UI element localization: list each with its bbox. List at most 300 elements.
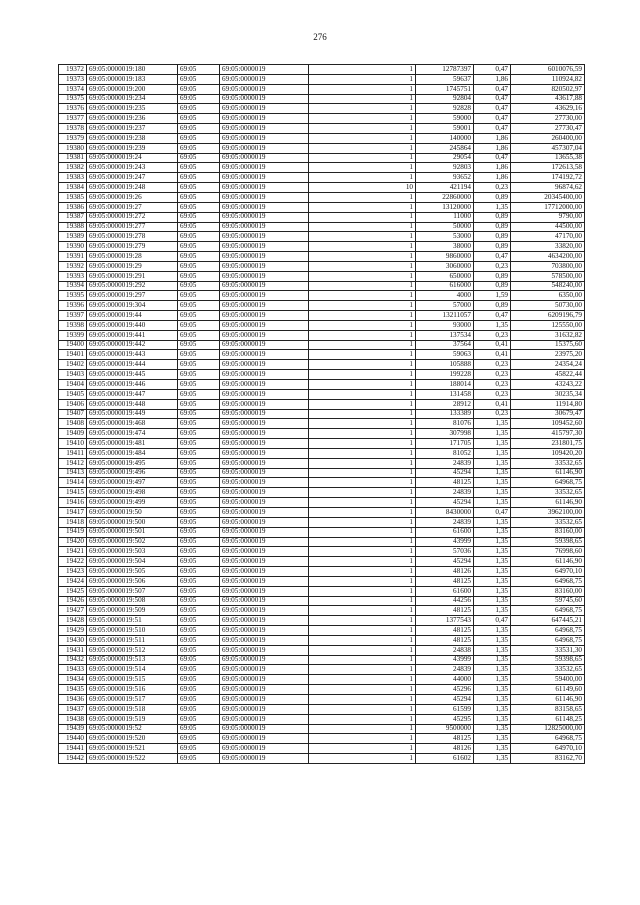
table-row: [59, 84, 585, 94]
table-row: [59, 311, 585, 321]
row-number-cell: 19388: [59, 222, 87, 232]
group-code-cell: 1: [309, 301, 416, 311]
cadastral-value-cell: 47170,00: [511, 232, 585, 242]
row-number-cell: 19418: [59, 517, 87, 527]
specific-value-cell: 0,47: [474, 124, 511, 134]
cadastral-value-cell: 172613,58: [511, 163, 585, 173]
cadastral-number-cell: 69:05:0000019:513: [87, 655, 178, 665]
group-code-cell: 1: [309, 645, 416, 655]
district-code-cell: 69:05: [178, 714, 220, 724]
quarter-number-cell: 69:05:0000019: [220, 507, 309, 517]
cadastral-value-cell: 12825000,00: [511, 724, 585, 734]
specific-value-cell: 1,35: [474, 527, 511, 537]
quarter-number-cell: 69:05:0000019: [220, 360, 309, 370]
area-cell: 48125: [416, 626, 474, 636]
quarter-number-cell: 69:05:0000019: [220, 291, 309, 301]
group-code-cell: 1: [309, 261, 416, 271]
cadastral-number-cell: 69:05:0000019:200: [87, 84, 178, 94]
cadastral-value-cell: 17712000,00: [511, 202, 585, 212]
row-number-cell: 19375: [59, 94, 87, 104]
cadastral-number-cell: 69:05:0000019:446: [87, 380, 178, 390]
quarter-number-cell: 69:05:0000019: [220, 635, 309, 645]
row-number-cell: 19431: [59, 645, 87, 655]
row-number-cell: 19373: [59, 74, 87, 84]
group-code-cell: 1: [309, 419, 416, 429]
quarter-number-cell: 69:05:0000019: [220, 567, 309, 577]
specific-value-cell: 1,35: [474, 419, 511, 429]
table-row: [59, 478, 585, 488]
group-code-cell: 1: [309, 173, 416, 183]
group-code-cell: 1: [309, 65, 416, 75]
table-row: [59, 527, 585, 537]
area-cell: 93652: [416, 173, 474, 183]
group-code-cell: 1: [309, 360, 416, 370]
district-code-cell: 69:05: [178, 675, 220, 685]
specific-value-cell: 0,23: [474, 183, 511, 193]
area-cell: 24839: [416, 665, 474, 675]
cadastral-number-cell: 69:05:0000019:508: [87, 596, 178, 606]
group-code-cell: 1: [309, 665, 416, 675]
area-cell: 48125: [416, 635, 474, 645]
area-cell: 48125: [416, 478, 474, 488]
quarter-number-cell: 69:05:0000019: [220, 192, 309, 202]
cadastral-number-cell: 69:05:0000019:292: [87, 281, 178, 291]
quarter-number-cell: 69:05:0000019: [220, 94, 309, 104]
district-code-cell: 69:05: [178, 507, 220, 517]
quarter-number-cell: 69:05:0000019: [220, 252, 309, 262]
area-cell: 45294: [416, 557, 474, 567]
cadastral-value-cell: 260400,00: [511, 133, 585, 143]
row-number-cell: 19416: [59, 498, 87, 508]
specific-value-cell: 1,35: [474, 202, 511, 212]
table-row: [59, 320, 585, 330]
group-code-cell: 1: [309, 212, 416, 222]
group-code-cell: 1: [309, 252, 416, 262]
row-number-cell: 19428: [59, 616, 87, 626]
quarter-number-cell: 69:05:0000019: [220, 704, 309, 714]
row-number-cell: 19427: [59, 606, 87, 616]
specific-value-cell: 0,47: [474, 114, 511, 124]
cadastral-value-cell: 174192,72: [511, 173, 585, 183]
district-code-cell: 69:05: [178, 74, 220, 84]
cadastral-number-cell: 69:05:0000019:441: [87, 330, 178, 340]
area-cell: 61600: [416, 527, 474, 537]
quarter-number-cell: 69:05:0000019: [220, 320, 309, 330]
table-row: [59, 124, 585, 134]
quarter-number-cell: 69:05:0000019: [220, 734, 309, 744]
row-number-cell: 19426: [59, 596, 87, 606]
area-cell: 307998: [416, 429, 474, 439]
specific-value-cell: 1,35: [474, 714, 511, 724]
area-cell: 61600: [416, 586, 474, 596]
specific-value-cell: 0,47: [474, 104, 511, 114]
group-code-cell: 1: [309, 507, 416, 517]
table-row: [59, 389, 585, 399]
specific-value-cell: 1,35: [474, 439, 511, 449]
cadastral-number-cell: 69:05:0000019:237: [87, 124, 178, 134]
quarter-number-cell: 69:05:0000019: [220, 419, 309, 429]
cadastral-number-cell: 69:05:0000019:442: [87, 340, 178, 350]
cadastral-value-cell: 11914,80: [511, 399, 585, 409]
row-number-cell: 19432: [59, 655, 87, 665]
specific-value-cell: 0,41: [474, 340, 511, 350]
district-code-cell: 69:05: [178, 567, 220, 577]
group-code-cell: 1: [309, 714, 416, 724]
district-code-cell: 69:05: [178, 389, 220, 399]
row-number-cell: 19374: [59, 84, 87, 94]
district-code-cell: 69:05: [178, 330, 220, 340]
specific-value-cell: 1,86: [474, 163, 511, 173]
area-cell: 1745751: [416, 84, 474, 94]
cadastral-number-cell: 69:05:0000019:234: [87, 94, 178, 104]
cadastral-number-cell: 69:05:0000019:500: [87, 517, 178, 527]
cadastral-value-cell: 457307,04: [511, 143, 585, 153]
group-code-cell: 1: [309, 399, 416, 409]
cadastral-value-cell: 30235,34: [511, 389, 585, 399]
table-row: [59, 596, 585, 606]
table-row: [59, 714, 585, 724]
specific-value-cell: 0,47: [474, 65, 511, 75]
row-number-cell: 19405: [59, 389, 87, 399]
cadastral-value-cell: 820502,97: [511, 84, 585, 94]
district-code-cell: 69:05: [178, 291, 220, 301]
cadastral-value-cell: 61146,90: [511, 498, 585, 508]
cadastral-number-cell: 69:05:0000019:518: [87, 704, 178, 714]
area-cell: 59063: [416, 350, 474, 360]
cadastral-number-cell: 69:05:0000019:468: [87, 419, 178, 429]
cadastral-number-cell: 69:05:0000019:521: [87, 744, 178, 754]
table-row: [59, 183, 585, 193]
row-number-cell: 19387: [59, 212, 87, 222]
table-row: [59, 468, 585, 478]
row-number-cell: 19435: [59, 685, 87, 695]
specific-value-cell: 1,86: [474, 143, 511, 153]
row-number-cell: 19442: [59, 754, 87, 764]
cadastral-value-cell: 3962100,00: [511, 507, 585, 517]
area-cell: 44256: [416, 596, 474, 606]
area-cell: 11000: [416, 212, 474, 222]
row-number-cell: 19429: [59, 626, 87, 636]
group-code-cell: 1: [309, 153, 416, 163]
group-code-cell: 1: [309, 695, 416, 705]
cadastral-number-cell: 69:05:0000019:522: [87, 754, 178, 764]
cadastral-value-cell: 6010076,59: [511, 65, 585, 75]
cadastral-number-cell: 69:05:0000019:243: [87, 163, 178, 173]
cadastral-value-cell: 83158,65: [511, 704, 585, 714]
area-cell: 421194: [416, 183, 474, 193]
area-cell: 57000: [416, 301, 474, 311]
quarter-number-cell: 69:05:0000019: [220, 754, 309, 764]
row-number-cell: 19412: [59, 458, 87, 468]
cadastral-number-cell: 69:05:0000019:514: [87, 665, 178, 675]
table-row: [59, 567, 585, 577]
area-cell: 48125: [416, 576, 474, 586]
quarter-number-cell: 69:05:0000019: [220, 212, 309, 222]
group-code-cell: 1: [309, 567, 416, 577]
table-row: [59, 370, 585, 380]
table-row: [59, 586, 585, 596]
table-row: [59, 252, 585, 262]
cadastral-value-cell: 64970,10: [511, 567, 585, 577]
area-cell: 616000: [416, 281, 474, 291]
specific-value-cell: 1,35: [474, 458, 511, 468]
area-cell: 43999: [416, 537, 474, 547]
specific-value-cell: 0,23: [474, 380, 511, 390]
quarter-number-cell: 69:05:0000019: [220, 626, 309, 636]
quarter-number-cell: 69:05:0000019: [220, 74, 309, 84]
district-code-cell: 69:05: [178, 596, 220, 606]
district-code-cell: 69:05: [178, 527, 220, 537]
specific-value-cell: 1,86: [474, 74, 511, 84]
row-number-cell: 19434: [59, 675, 87, 685]
table-row: [59, 153, 585, 163]
row-number-cell: 19441: [59, 744, 87, 754]
row-number-cell: 19401: [59, 350, 87, 360]
group-code-cell: 1: [309, 271, 416, 281]
row-number-cell: 19422: [59, 557, 87, 567]
area-cell: 81076: [416, 419, 474, 429]
quarter-number-cell: 69:05:0000019: [220, 675, 309, 685]
quarter-number-cell: 69:05:0000019: [220, 409, 309, 419]
area-cell: 13211057: [416, 311, 474, 321]
quarter-number-cell: 69:05:0000019: [220, 202, 309, 212]
specific-value-cell: 1,35: [474, 320, 511, 330]
cadastral-number-cell: 69:05:0000019:509: [87, 606, 178, 616]
row-number-cell: 19399: [59, 330, 87, 340]
cadastral-value-cell: 31632,82: [511, 330, 585, 340]
group-code-cell: 1: [309, 370, 416, 380]
district-code-cell: 69:05: [178, 212, 220, 222]
district-code-cell: 69:05: [178, 429, 220, 439]
group-code-cell: 1: [309, 458, 416, 468]
table-row: [59, 271, 585, 281]
district-code-cell: 69:05: [178, 734, 220, 744]
row-number-cell: 19439: [59, 724, 87, 734]
cadastral-number-cell: 69:05:0000019:440: [87, 320, 178, 330]
cadastral-value-cell: 43243,22: [511, 380, 585, 390]
specific-value-cell: 1,35: [474, 567, 511, 577]
cadastral-number-cell: 69:05:0000019:506: [87, 576, 178, 586]
specific-value-cell: 1,35: [474, 655, 511, 665]
row-number-cell: 19403: [59, 370, 87, 380]
group-code-cell: 1: [309, 104, 416, 114]
table-row: [59, 399, 585, 409]
quarter-number-cell: 69:05:0000019: [220, 242, 309, 252]
district-code-cell: 69:05: [178, 271, 220, 281]
cadastral-value-cell: 110924,82: [511, 74, 585, 84]
quarter-number-cell: 69:05:0000019: [220, 350, 309, 360]
area-cell: 45296: [416, 685, 474, 695]
area-cell: 81052: [416, 448, 474, 458]
cadastral-number-cell: 69:05:0000019:515: [87, 675, 178, 685]
district-code-cell: 69:05: [178, 448, 220, 458]
row-number-cell: 19415: [59, 488, 87, 498]
table-row: [59, 74, 585, 84]
specific-value-cell: 0,41: [474, 350, 511, 360]
quarter-number-cell: 69:05:0000019: [220, 665, 309, 675]
specific-value-cell: 0,89: [474, 222, 511, 232]
group-code-cell: 1: [309, 537, 416, 547]
quarter-number-cell: 69:05:0000019: [220, 616, 309, 626]
table-row: [59, 458, 585, 468]
district-code-cell: 69:05: [178, 311, 220, 321]
specific-value-cell: 1,35: [474, 744, 511, 754]
quarter-number-cell: 69:05:0000019: [220, 380, 309, 390]
area-cell: 45294: [416, 498, 474, 508]
cadastral-number-cell: 69:05:0000019:239: [87, 143, 178, 153]
cadastral-number-cell: 69:05:0000019:297: [87, 291, 178, 301]
group-code-cell: 1: [309, 576, 416, 586]
cadastral-value-cell: 50730,00: [511, 301, 585, 311]
row-number-cell: 19408: [59, 419, 87, 429]
area-cell: 48125: [416, 606, 474, 616]
group-code-cell: 1: [309, 439, 416, 449]
group-code-cell: 1: [309, 114, 416, 124]
cadastral-value-cell: 13655,38: [511, 153, 585, 163]
specific-value-cell: 0,89: [474, 192, 511, 202]
specific-value-cell: 1,35: [474, 547, 511, 557]
district-code-cell: 69:05: [178, 409, 220, 419]
cadastral-value-cell: 703800,00: [511, 261, 585, 271]
row-number-cell: 19382: [59, 163, 87, 173]
specific-value-cell: 1,35: [474, 498, 511, 508]
area-cell: 29054: [416, 153, 474, 163]
table-row: [59, 734, 585, 744]
cadastral-value-cell: 33820,00: [511, 242, 585, 252]
cadastral-number-cell: 69:05:0000019:235: [87, 104, 178, 114]
cadastral-number-cell: 69:05:0000019:449: [87, 409, 178, 419]
cadastral-number-cell: 69:05:0000019:498: [87, 488, 178, 498]
cadastral-number-cell: 69:05:0000019:447: [87, 389, 178, 399]
area-cell: 1377543: [416, 616, 474, 626]
table-row: [59, 330, 585, 340]
cadastral-value-cell: 20345400,00: [511, 192, 585, 202]
cadastral-number-cell: 69:05:0000019:516: [87, 685, 178, 695]
district-code-cell: 69:05: [178, 340, 220, 350]
group-code-cell: 1: [309, 606, 416, 616]
area-cell: 188014: [416, 380, 474, 390]
district-code-cell: 69:05: [178, 626, 220, 636]
table-row: [59, 675, 585, 685]
group-code-cell: 1: [309, 616, 416, 626]
specific-value-cell: 0,47: [474, 153, 511, 163]
cadastral-value-cell: 415797,30: [511, 429, 585, 439]
cadastral-number-cell: 69:05:0000019:443: [87, 350, 178, 360]
district-code-cell: 69:05: [178, 606, 220, 616]
quarter-number-cell: 69:05:0000019: [220, 576, 309, 586]
cadastral-number-cell: 69:05:0000019:24: [87, 153, 178, 163]
cadastral-number-cell: 69:05:0000019:52: [87, 724, 178, 734]
specific-value-cell: 1,86: [474, 173, 511, 183]
cadastral-number-cell: 69:05:0000019:247: [87, 173, 178, 183]
specific-value-cell: 1,35: [474, 635, 511, 645]
quarter-number-cell: 69:05:0000019: [220, 133, 309, 143]
area-cell: 131458: [416, 389, 474, 399]
row-number-cell: 19423: [59, 567, 87, 577]
quarter-number-cell: 69:05:0000019: [220, 65, 309, 75]
cadastral-number-cell: 69:05:0000019:448: [87, 399, 178, 409]
group-code-cell: 1: [309, 547, 416, 557]
cadastral-number-cell: 69:05:0000019:50: [87, 507, 178, 517]
group-code-cell: 1: [309, 389, 416, 399]
group-code-cell: 1: [309, 380, 416, 390]
area-cell: 3060000: [416, 261, 474, 271]
specific-value-cell: 1,35: [474, 488, 511, 498]
group-code-cell: 1: [309, 124, 416, 134]
cadastral-value-cell: 43617,88: [511, 94, 585, 104]
group-code-cell: 1: [309, 163, 416, 173]
group-code-cell: 1: [309, 734, 416, 744]
district-code-cell: 69:05: [178, 498, 220, 508]
district-code-cell: 69:05: [178, 252, 220, 262]
quarter-number-cell: 69:05:0000019: [220, 488, 309, 498]
table-row: [59, 301, 585, 311]
cadastral-number-cell: 69:05:0000019:445: [87, 370, 178, 380]
district-code-cell: 69:05: [178, 222, 220, 232]
cadastral-number-cell: 69:05:0000019:497: [87, 478, 178, 488]
row-number-cell: 19392: [59, 261, 87, 271]
specific-value-cell: 0,47: [474, 84, 511, 94]
row-number-cell: 19397: [59, 311, 87, 321]
district-code-cell: 69:05: [178, 655, 220, 665]
group-code-cell: 1: [309, 527, 416, 537]
district-code-cell: 69:05: [178, 635, 220, 645]
area-cell: 171705: [416, 439, 474, 449]
specific-value-cell: 0,89: [474, 301, 511, 311]
cadastral-value-cell: 647445,21: [511, 616, 585, 626]
cadastral-number-cell: 69:05:0000019:444: [87, 360, 178, 370]
quarter-number-cell: 69:05:0000019: [220, 143, 309, 153]
row-number-cell: 19386: [59, 202, 87, 212]
cadastral-value-cell: 64968,75: [511, 576, 585, 586]
specific-value-cell: 1,35: [474, 724, 511, 734]
area-cell: 59637: [416, 74, 474, 84]
area-cell: 93000: [416, 320, 474, 330]
group-code-cell: 1: [309, 635, 416, 645]
specific-value-cell: 1,35: [474, 685, 511, 695]
quarter-number-cell: 69:05:0000019: [220, 498, 309, 508]
cadastral-value-cell: 109420,20: [511, 448, 585, 458]
quarter-number-cell: 69:05:0000019: [220, 468, 309, 478]
quarter-number-cell: 69:05:0000019: [220, 340, 309, 350]
cadastral-value-cell: 30679,47: [511, 409, 585, 419]
area-cell: 57036: [416, 547, 474, 557]
cadastral-value-cell: 27730,00: [511, 114, 585, 124]
area-cell: 9860000: [416, 252, 474, 262]
row-number-cell: 19425: [59, 586, 87, 596]
group-code-cell: 1: [309, 448, 416, 458]
quarter-number-cell: 69:05:0000019: [220, 261, 309, 271]
district-code-cell: 69:05: [178, 104, 220, 114]
specific-value-cell: 0,47: [474, 311, 511, 321]
table-row: [59, 448, 585, 458]
area-cell: 48125: [416, 734, 474, 744]
area-cell: 61602: [416, 754, 474, 764]
table-row: [59, 232, 585, 242]
area-cell: 59001: [416, 124, 474, 134]
specific-value-cell: 1,35: [474, 468, 511, 478]
group-code-cell: 1: [309, 468, 416, 478]
cadastral-value-table: [58, 64, 585, 764]
table-row: [59, 380, 585, 390]
row-number-cell: 19402: [59, 360, 87, 370]
specific-value-cell: 1,35: [474, 586, 511, 596]
district-code-cell: 69:05: [178, 586, 220, 596]
row-number-cell: 19409: [59, 429, 87, 439]
table-row: [59, 626, 585, 636]
district-code-cell: 69:05: [178, 281, 220, 291]
specific-value-cell: 0,23: [474, 261, 511, 271]
